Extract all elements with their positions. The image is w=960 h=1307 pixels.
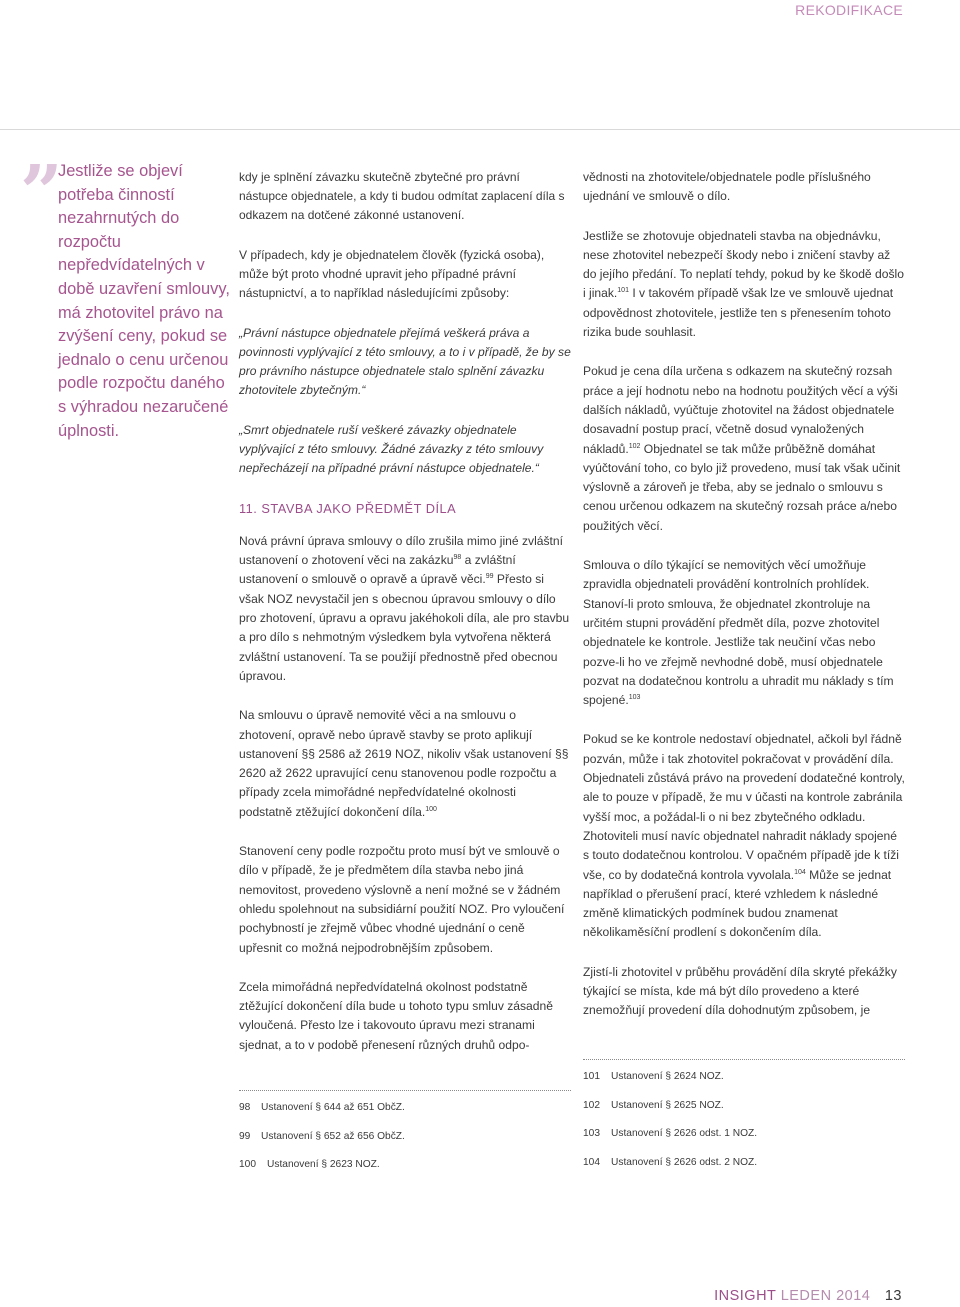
- paragraph: vědnosti na zhotovitele/objednatele podle příslušného ujednání ve smlouvě o dílo.: [583, 170, 871, 204]
- page-footer: [714, 1288, 902, 1304]
- header-divider: [0, 129, 960, 130]
- magazine-name: INSIGHT: [714, 1288, 777, 1304]
- footnote: 99 Ustanovení § 652 až 656 ObčZ.: [239, 1130, 405, 1142]
- footnote-ref[interactable]: 102: [628, 442, 641, 450]
- footnote: 98 Ustanovení § 644 až 651 ObčZ.: [239, 1102, 405, 1113]
- footnotes-left: [239, 1101, 405, 1187]
- paragraph: kdy je splnění závazku skutečně zbytečné pro právní nástupce objednatele, a kdy ti budou odmítat zaplacení díla s odkazem na dotčené zákonné ustanovení.: [239, 170, 565, 223]
- paragraph: Nová právní úprava smlouvy o dílo zrušila mimo jiné zvláštní ustanovení o zhotovení věci na zakázku$^{98}$ a zvláštní ustanovení o smlouvě o opravě a úpravě věci.$^{99}$ Přesto si však NOZ nevystačil jen s obecnou úpravou smlouvy o dílo pro zhotovení, úpravu a opravu jakéhokoli díla, ale pro stavbu a pro dílo s nehmotným výsledkem byla vytvořena některá zvláštní ustanovení. Ta se použijí přednostně před obecnou úpravou.: [239, 533, 570, 683]
- footnote-ref[interactable]: 101: [617, 287, 629, 295]
- paragraph: Pokud je cena díla určena s odkazem na skutečný rozsah práce a její hodnotu nebo na hodnotu použitých věcí a výši dalších nákladů, vyúčtuje zhotovitel na žádost objednatele dosavadní postup prací, včetně dosud vynaložených nákladů.$^{102}$ Objednatel se tak může průběžně domáhat vyúčtování toho, co bylo již provedeno, musí tak však učinit výslovně a zároveň je třeba, aby se jednalo o smlouvu s cenou určenou odkazem na skutečný rozsah práce a/nebo použitých věcí.: [583, 364, 901, 533]
- footnote: 100 Ustanovení § 2623 NOZ.: [239, 1159, 380, 1170]
- issue-date: LEDEN 2014: [780, 1288, 871, 1304]
- footnote: 103 Ustanovení § 2626 odst. 1 NOZ.: [583, 1128, 758, 1139]
- section-heading: 11. STAVBA JAKO PŘEDMĚT DÍLA: [239, 500, 457, 516]
- footnote-divider: [239, 1090, 571, 1091]
- contract-clause-example: „Smrt objednatele ruší veškeré závazky objednatele vyplývající z této smlouvy. Žádné závazky z této smlouvy nepřecházejí na případné právní nástupce objednatele.“: [239, 422, 544, 476]
- quote-mark-icon: ”: [20, 150, 57, 236]
- paragraph: Zjistí-li zhotovitel v průběhu provádění díla skryté překážky týkající se místa, kde má být dílo provedeno a které znemožňují provedení díla dohodnutým způsobem, je: [583, 964, 897, 1018]
- article-column-middle: [239, 168, 571, 1075]
- page-number: 13: [884, 1288, 902, 1304]
- footnote: 104 Ustanovení § 2626 odst. 2 NOZ.: [583, 1156, 758, 1168]
- paragraph: Jestliže se zhotovuje objednateli stavba na objednávku, nese zhotovitel nebezpečí škody nebo i zničení stavby až do jejího předání. To neplatí tehdy, pokud by ke škodě došlo i jinak.$^{101}$ I v takovém případě však lze ve smlouvě ujednat odpovědnost zhotovitele, jestliže ten s přenesením tohoto rizika bude souhlasit.: [583, 228, 904, 340]
- footnote-ref[interactable]: 103: [628, 694, 641, 702]
- paragraph: Na smlouvu o úpravě nemovité věci a na smlouvu o zhotovení, opravě nebo úpravě stavby se proto aplikují ustanovení §§ 2586 až 2619 NOZ, nikoliv však ustanovení §§ 2620 až 2622 upravující cenu stanovenou podle rozpočtu a případy zcela mimořádné nepředvídatelné okolnosti podstatně ztěžující dokončení díla.$^{100}$: [239, 708, 569, 819]
- contract-clause-example: „Právní nástupce objednatele přejímá veškerá práva a povinnosti vyplývající z této smlouvy, a to i v případě, že by se pro právního nástupce objednatele stalo splnění závazku zhotovitele zbytečným.“: [239, 325, 571, 398]
- paragraph: Smlouva o dílo týkající se nemovitých věcí umožňuje zpravidla objednateli provádění kontrolních prohlídek. Stanoví-li proto smlouva, že objednatel zkontroluje na určitém stupni provádění předmět díla, pozve zhotovitel objednatele ke kontrole. Jestliže tak neučiní včas nebo pozve-li ho ve zřejmě nevhodné době, musí objednatele pozvat na dodatečnou kontrolu a uhradit mu náklady s tím spojené.$^{103}$: [583, 558, 894, 708]
- footnote: 102 Ustanovení § 2625 NOZ.: [583, 1099, 724, 1111]
- footnote: 101 Ustanovení § 2624 NOZ.: [583, 1071, 724, 1082]
- footnotes-right: [583, 1070, 757, 1184]
- article-column-right: [583, 168, 905, 1041]
- footnote-ref[interactable]: 99: [485, 573, 494, 581]
- paragraph: Zcela mimořádná nepředvídatelná okolnost podstatně ztěžující dokončení díla bude u tohoto typu smluv zásadně vyloučená. Přesto lze i takovouto úpravu mezi stranami sjednat, a to v podobě přenesení různých druhů odpo-: [239, 979, 553, 1052]
- paragraph: Pokud se ke kontrole nedostaví objednatel, ačkoli byl řádně pozván, může i tak zhotovitel pokračovat v provádění díla. Objednateli zůstává právo na provedení dodatečné kontroly, ale to pouze v případě, že mu v účasti na kontrole zabránila vyšší moc, a požádal-li o ni bez zbytečného odkladu. Zhotoviteli musí navíc objednatel nahradit náklady spojené s touto dodatečnou kontrolou. V opačném případě jde k tíži vše, co by dodatečná kontrola vyvolala.$^{104}$ Může se jednat například o přerušení prací, které vzhledem k následné změně klimatických podmínek budou znamenat několikaměsíční prodlení s dokončením díla.: [583, 732, 905, 940]
- paragraph: V případech, kdy je objednatelem člověk (fyzická osoba), může být proto vhodné upravit jeho případné právní nástupnictví, a to například následujícími způsoby:: [239, 247, 545, 301]
- footnote-ref[interactable]: 98: [453, 554, 462, 562]
- pull-quote: Jestliže se objeví potřeba činností nezahrnutých do rozpočtu nepředvídatelných v době uzavření smlouvy, má zhotovitel právo na zvýšení ceny, pokud se jednalo o cenu určenou podle rozpočtu daného s výhradou nezaručené úplnosti.: [58, 162, 230, 440]
- footnote-ref[interactable]: 100: [425, 805, 437, 813]
- footnote-divider: [583, 1059, 905, 1060]
- footnote-ref[interactable]: 104: [794, 868, 806, 876]
- paragraph: Stanovení ceny podle rozpočtu proto musí být ve smlouvě o dílo v případě, že je předmětem díla stavba nebo jiná nemovitost, provedeno výslovně a není možné se v žádném ohledu spolehnout na subsidiární použití NOZ. Pro vyloučení pochybností je zřejmě vůbec vhodné ujednání o ceně upřesnit co možná nejpodrobnějším způsobem.: [239, 844, 565, 955]
- section-header: REKODIFIKACE: [795, 2, 903, 18]
